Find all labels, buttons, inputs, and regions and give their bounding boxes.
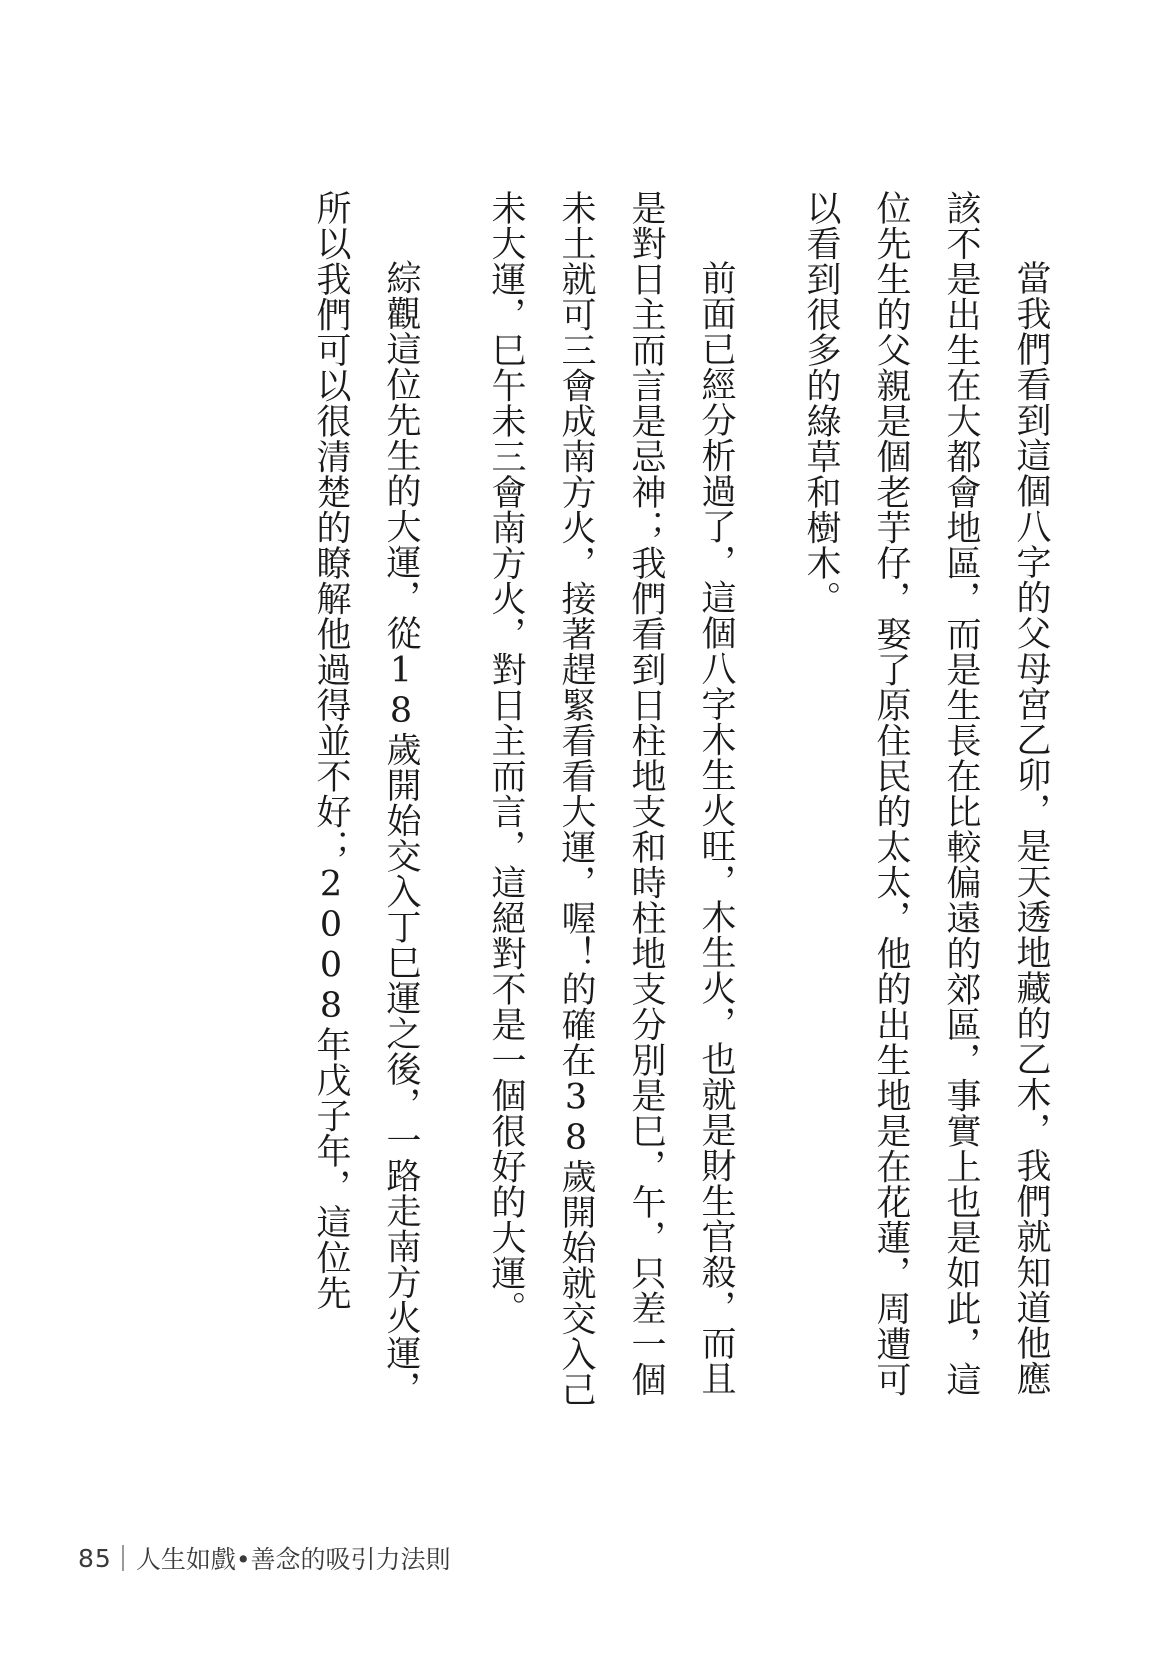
page-footer <box>78 1540 451 1576</box>
page-number: 85 <box>78 1543 112 1573</box>
vertical-text-body <box>296 190 1066 1430</box>
paragraph-3: 綜觀這位先生的大運，從18歲開始交入丁巳運之後，一路走南方火運，所以我們可以很清楚的瞭解他過得並不好；2008年戊子年，這位先 <box>311 190 421 1406</box>
footer-divider <box>122 1545 124 1571</box>
book-title: 人生如戲•善念的吸引力法則 <box>135 1545 451 1574</box>
paragraph-2: 前面已經分析過了，這個八字木生火旺，木生火，也就是財生官殺，而且是對日主而言是忌神；我們看到日柱地支和時柱地支分別是巳，午，只差一個未土就可三會成南方火，接著趕緊看看大運，喔！的確在38歲開始就交入己未大運，巳午未三會南方火，對日主而言，這絕對不是一個很好的大運。 <box>486 190 736 1407</box>
paragraph-gap <box>751 190 786 1430</box>
paragraph-1: 當我們看到這個八字的父母宮乙卯，是天透地藏的乙木，我們就知道他應該不是出生在大都會地區，而是生長在比較偏遠的郊區，事實上也是如此，這位先生的父親是個老芋仔，娶了原住民的太太，他的出生地是在花蓮，周遭可以看到很多的綠草和樹木。 <box>801 190 1051 1397</box>
paragraph-gap <box>436 190 471 1430</box>
